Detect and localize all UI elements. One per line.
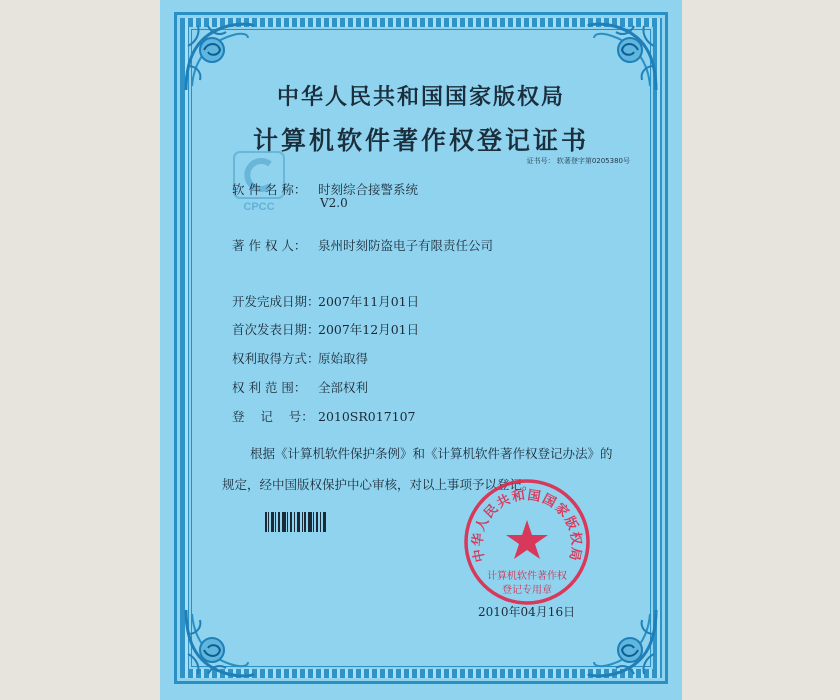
barcode-icon [264,510,328,534]
software-name-value: 时刻综合接警系统 [318,182,419,197]
corner-ornament-icon [178,602,260,684]
corner-ornament-icon [582,602,664,684]
field-label: 登 记 号： [232,409,314,424]
copyright-owner-value: 泉州时刻防盗电子有限责任公司 [318,238,494,253]
certificate-number: 证书号： 软著登字第0205380号 [526,157,630,165]
registration-number-value: 2010SR017107 [318,409,416,424]
field-label: 开发完成日期： [232,294,320,309]
issue-date: 2010年04月16日 [478,605,576,619]
svg-text:CPCC: CPCC [243,201,275,213]
field-first-publish-date [232,320,419,338]
field-copyright-owner [232,236,493,254]
first-publish-date-value: 2007年12月01日 [318,322,420,337]
statement-line-2: 规定，经中国版权保护中心审核，对以上事项予以登记。 [222,477,535,492]
field-label: 著 作 权 人： [232,238,307,253]
svg-text:中华人民共和国国家版权局: 中华人民共和国国家版权局 [470,488,584,564]
acquisition-method-value: 原始取得 [318,351,369,366]
field-acquisition-method [232,349,368,367]
certificate-title: 计算机软件著作权登记证书 [252,126,589,155]
svg-text:计算机软件著作权: 计算机软件著作权 [487,571,567,582]
field-label: 软 件 名 称： [232,182,307,197]
rights-scope-value: 全部权利 [318,380,369,395]
official-seal-icon [461,476,593,608]
certificate [160,0,682,700]
field-rights-scope [232,378,368,396]
statement-line-1: 根据《计算机软件保护条例》和《计算机软件著作权登记办法》的 [250,446,613,461]
field-label: 权 利 范 围： [232,380,307,395]
svg-text:登记专用章: 登记专用章 [502,585,552,596]
field-label: 权利取得方式： [232,351,320,366]
field-registration-number [232,407,416,425]
completion-date-value: 2007年11月01日 [318,294,420,309]
software-version: V2.0 [320,196,348,210]
issuing-authority: 中华人民共和国国家版权局 [276,84,565,110]
field-label: 首次发表日期： [232,322,320,337]
field-completion-date [232,292,419,310]
